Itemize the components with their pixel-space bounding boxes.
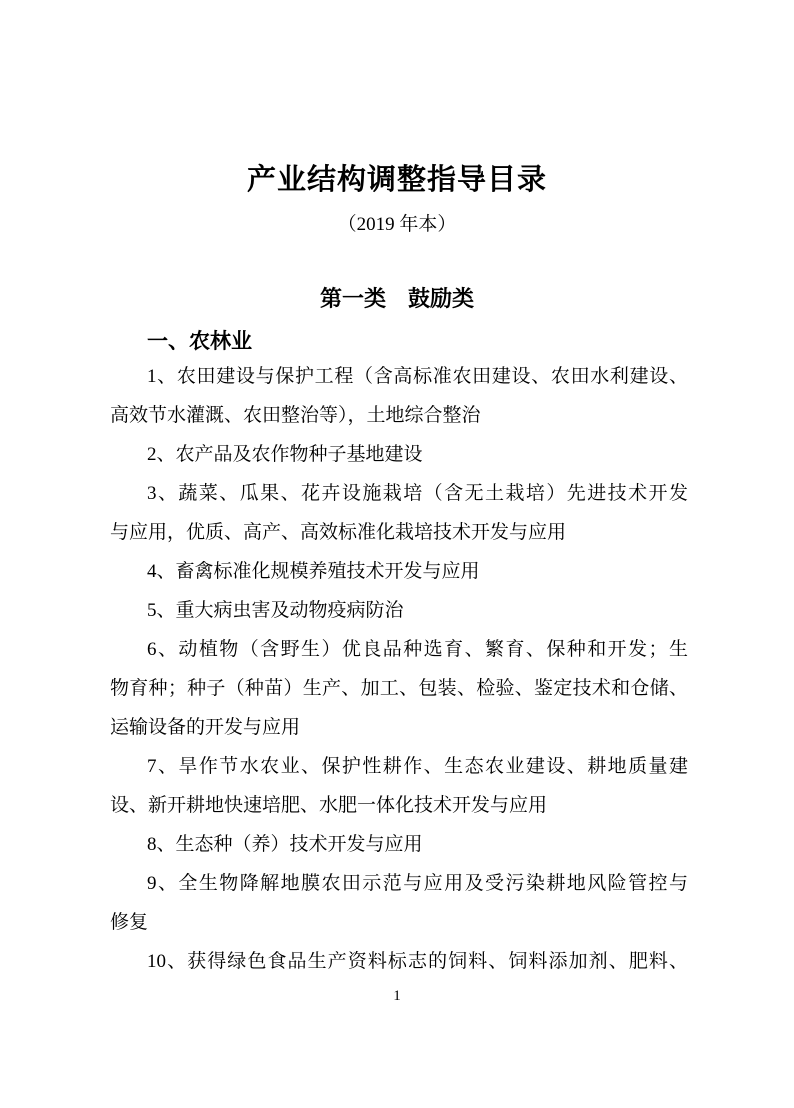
catalog-item-4-line-1: 4、畜禽标准化规模养殖技术开发与应用 — [147, 561, 480, 582]
catalog-item-9-line-2: 修复 — [110, 912, 149, 933]
catalog-item-8-line-1: 8、生态种（养）技术开发与应用 — [147, 834, 423, 855]
catalog-item-7-line-2: 设、新开耕地快速培肥、水肥一体化技术开发与应用 — [110, 795, 548, 816]
document-title: 产业结构调整指导目录 — [246, 164, 547, 196]
catalog-item-3-line-1: 3、蔬菜、瓜果、花卉设施栽培（含无土栽培）先进技术开发 — [147, 483, 688, 504]
catalog-item-10-line-1: 10、获得绿色食品生产资料标志的饲料、饲料添加剂、肥料、 — [147, 951, 688, 972]
catalog-item-5-line-1: 5、重大病虫害及动物疫病防治 — [147, 600, 404, 621]
catalog-item-1-line-1: 1、农田建设与保护工程（含高标准农田建设、农田水利建设、 — [147, 366, 688, 387]
catalog-item-2-line-1: 2、农产品及农作物种子基地建设 — [147, 444, 423, 465]
catalog-item-9 — [110, 864, 688, 942]
catalog-item-5 — [110, 591, 688, 630]
catalog-item-6-line-1: 6、动植物（含野生）优良品种选育、繁育、保种和开发；生 — [147, 639, 688, 660]
catalog-item-7-line-1: 7、旱作节水农业、保护性耕作、生态农业建设、耕地质量建 — [147, 756, 688, 777]
catalog-item-7 — [110, 747, 688, 825]
document-subtitle: （2019 年本） — [337, 214, 457, 235]
catalog-item-4 — [110, 552, 688, 591]
catalog-item-1 — [110, 357, 688, 435]
page-number: 1 — [393, 988, 401, 1004]
catalog-item-9-line-1: 9、全生物降解地膜农田示范与应用及受污染耕地风险管控与 — [147, 873, 688, 894]
catalog-item-1-line-2: 高效节水灌溉、农田整治等），土地综合整治 — [110, 405, 481, 426]
catalog-item-6 — [110, 630, 688, 747]
catalog-item-3 — [110, 474, 688, 552]
category-heading: 第一类 鼓励类 — [319, 286, 474, 311]
catalog-item-6-line-2: 物育种；种子（种苗）生产、加工、包装、检验、鉴定技术和仓储、 — [110, 678, 688, 699]
catalog-item-8 — [110, 825, 688, 864]
catalog-items — [110, 357, 688, 981]
section-heading: 一、农林业 — [147, 330, 252, 353]
catalog-item-6-line-3: 运输设备的开发与应用 — [110, 717, 301, 738]
catalog-item-3-line-2: 与应用，优质、高产、高效标准化栽培技术开发与应用 — [110, 522, 567, 543]
catalog-item-10 — [110, 942, 688, 981]
catalog-item-2 — [110, 435, 688, 474]
